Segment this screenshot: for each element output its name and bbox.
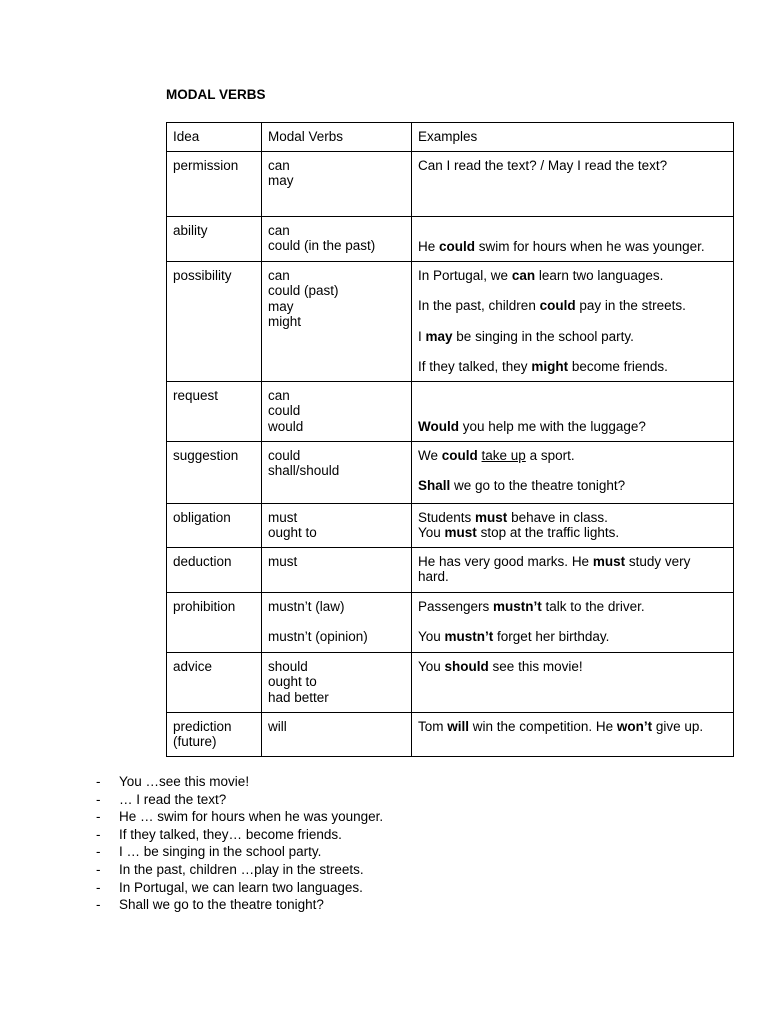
example-text: You [418,525,445,540]
examples-cell [412,712,734,756]
example-line [418,239,727,255]
table-row [167,503,734,547]
example-text: You [418,629,445,644]
idea-text: advice [173,658,213,674]
modal-verb-highlight: may [425,328,453,344]
example-line [418,158,727,174]
exercise-text: Shall we go to the theatre tonight? [119,897,324,913]
example-text: study very [625,553,691,569]
example-text: In Portugal, we [418,267,512,283]
modal-verbs-cell [262,547,412,592]
example-line [418,569,727,585]
modal-verbs-cell [262,151,412,216]
idea-text: ability [173,222,208,238]
modal-verb: should [268,658,308,674]
idea-text: permission [173,157,239,173]
modal-verbs-cell [262,441,412,503]
exercise-text: … I read the text? [119,791,227,807]
example-text: Passengers [418,598,494,614]
modal-verb-highlight: must [475,509,508,525]
example-line [418,329,727,345]
modal-verb: may [268,298,294,314]
modal-verb-highlight: must [592,553,626,569]
modal-verbs-cell [262,503,412,547]
example-line [418,448,727,464]
modal-verb: can [268,387,290,403]
exercise-text: You …see this movie! [119,774,250,789]
exercise-list [96,773,383,914]
modal-verb-highlight: might [531,359,569,374]
example-text: If they talked, they [418,359,532,374]
modal-verb: can [268,222,290,238]
example-line [418,659,727,675]
example-text: swim for hours when he was younger. [475,239,705,254]
exercise-text: In the past, children …play in the streets. [119,861,364,877]
list-item [96,826,383,844]
example-line [418,359,727,375]
bullet-dash: - [96,861,101,877]
example-line [418,629,727,645]
idea-cell [167,151,262,216]
list-item [96,861,383,879]
list-item [96,791,383,809]
exercise-text: In Portugal, we can learn two languages. [119,879,363,895]
underlined-phrase: take up [481,447,526,463]
modal-verb: must [268,509,298,525]
example-line [418,478,727,494]
bullet-dash: - [96,844,101,860]
example-text: give up. [652,718,704,734]
modal-verb-highlight: can [511,267,536,283]
idea-text: suggestion [173,447,239,463]
modal-verb: mustn’t (law) [268,598,345,614]
example-sentence [418,448,727,464]
modal-verb: ought to [268,674,317,689]
example-text: pay in the streets. [575,298,686,313]
example-text: We [418,447,442,463]
example-text: I [418,328,426,344]
examples-cell [412,652,734,712]
idea-cell [167,503,262,547]
idea-text: prohibition [173,598,236,614]
modal-verb-highlight: Would [418,419,459,434]
modal-verbs-cell [262,261,412,381]
modal-verbs-cell [262,216,412,261]
example-text: become friends. [568,359,668,374]
modal-verb: shall/should [268,463,340,478]
example-text: In the past, children [418,298,540,313]
modal-verbs-table [166,122,734,757]
modal-verb: must [268,553,298,569]
idea-cell [167,216,262,261]
modal-verb-highlight: should [444,658,489,674]
modal-verbs-cell [262,592,412,652]
modal-verb-highlight: won’t [616,718,653,734]
bullet-dash: - [96,774,101,789]
examples-cell [412,261,734,381]
modal-verb: could (past) [268,283,339,298]
spacer [268,614,405,629]
table-row [167,261,734,381]
example-sentence [418,599,727,615]
bullet-dash: - [96,809,101,825]
example-sentence [418,659,727,675]
example-sentence [418,554,727,585]
table-row [167,441,734,503]
exercise-text: I … be singing in the school party. [119,844,322,860]
example-line [418,419,727,435]
example-line [418,268,727,284]
modal-verb: could [268,403,301,418]
examples-cell [412,381,734,441]
modal-verb: ought to [268,525,317,540]
modal-verb-highlight: could [439,239,476,254]
modal-verb: can [268,267,290,283]
idea-cell [167,441,262,503]
exercise-text: If they talked, they… become friends. [119,826,342,842]
header-idea: Idea [167,123,262,152]
example-line [418,510,727,526]
example-sentence [418,719,727,735]
modal-verbs-cell [262,381,412,441]
header-examples: Examples [412,123,734,152]
example-text: behave in class. [507,509,608,525]
example-text: He [418,239,440,254]
example-sentence [418,419,727,435]
modal-verb: mustn’t (opinion) [268,629,368,644]
example-line [418,719,727,735]
table-row [167,381,734,441]
list-item [96,808,383,826]
idea-text: obligation [173,509,231,525]
example-sentence [418,298,727,314]
list-item [96,896,383,914]
list-item [96,773,383,791]
idea-text: deduction [173,553,232,569]
modal-verb: may [268,173,294,188]
modal-verbs-cell [262,712,412,756]
idea-cell [167,652,262,712]
examples-cell [412,503,734,547]
example-line [418,525,727,541]
idea-cell [167,592,262,652]
example-text: win the competition. He [469,718,617,734]
idea-cell [167,712,262,756]
example-sentence [418,359,727,375]
example-text: Students [418,509,476,525]
example-text: see this movie! [488,658,583,674]
idea-cell [167,381,262,441]
bullet-dash: - [96,826,101,842]
idea-text: prediction [173,718,232,734]
examples-cell [412,547,734,592]
modal-verb: could [268,447,301,463]
table-row [167,712,734,756]
example-sentence [418,629,727,645]
idea-text: (future) [173,734,217,749]
example-text: forget her birthday. [493,629,610,644]
table-row [167,151,734,216]
example-text: be singing in the school party. [452,328,634,344]
example-text: a sport. [525,447,575,463]
modal-verb-highlight: could [441,447,478,463]
modal-verb-highlight: will [447,718,470,734]
example-text: stop at the traffic lights. [476,525,620,540]
modal-verb-highlight: mustn’t [493,598,542,614]
table-row [167,592,734,652]
table-row [167,652,734,712]
example-text: Can I read the text? / May I read the text? [418,157,668,173]
idea-text: possibility [173,267,232,283]
example-sentence [418,329,727,345]
example-line [418,298,727,314]
table-row [167,547,734,592]
table-header-row [167,123,734,152]
example-sentence [418,239,727,255]
modal-verb: might [268,314,302,329]
modal-verb-highlight: Shall [418,478,451,493]
modal-verb: would [268,418,304,434]
exercise-text: He … swim for hours when he was younger. [119,809,384,825]
header-modal-verbs: Modal Verbs [262,123,412,152]
example-sentence [418,478,727,494]
modal-verb: could (in the past) [268,238,376,253]
idea-text: request [173,387,219,403]
modal-verbs-cell [262,652,412,712]
example-text: hard. [418,569,449,584]
idea-cell [167,547,262,592]
example-sentence [418,158,727,174]
example-sentence [418,268,727,284]
modal-verb-highlight: mustn’t [444,629,494,644]
example-text: You [418,658,445,674]
list-item [96,843,383,861]
example-text: you help me with the luggage? [459,419,646,434]
example-text: talk to the driver. [541,598,645,614]
example-text: Tom [418,718,448,734]
page-title: MODAL VERBS [166,87,266,102]
modal-verb-highlight: must [444,525,477,540]
example-text: He has very good marks. He [418,553,593,569]
example-text: learn two languages. [535,267,664,283]
modal-verb: had better [268,689,329,705]
examples-cell [412,441,734,503]
bullet-dash: - [96,791,101,807]
example-line [418,599,727,615]
bullet-dash: - [96,897,101,913]
modal-verb-highlight: could [539,298,576,313]
example-text: we go to the theatre tonight? [450,478,626,493]
examples-cell [412,592,734,652]
bullet-dash: - [96,879,101,895]
example-line [418,554,727,570]
example-sentence [418,510,727,541]
idea-cell [167,261,262,381]
examples-cell [412,216,734,261]
examples-cell [412,151,734,216]
list-item [96,879,383,897]
modal-verb: can [268,157,290,173]
table-row [167,216,734,261]
modal-verb: will [268,718,287,734]
